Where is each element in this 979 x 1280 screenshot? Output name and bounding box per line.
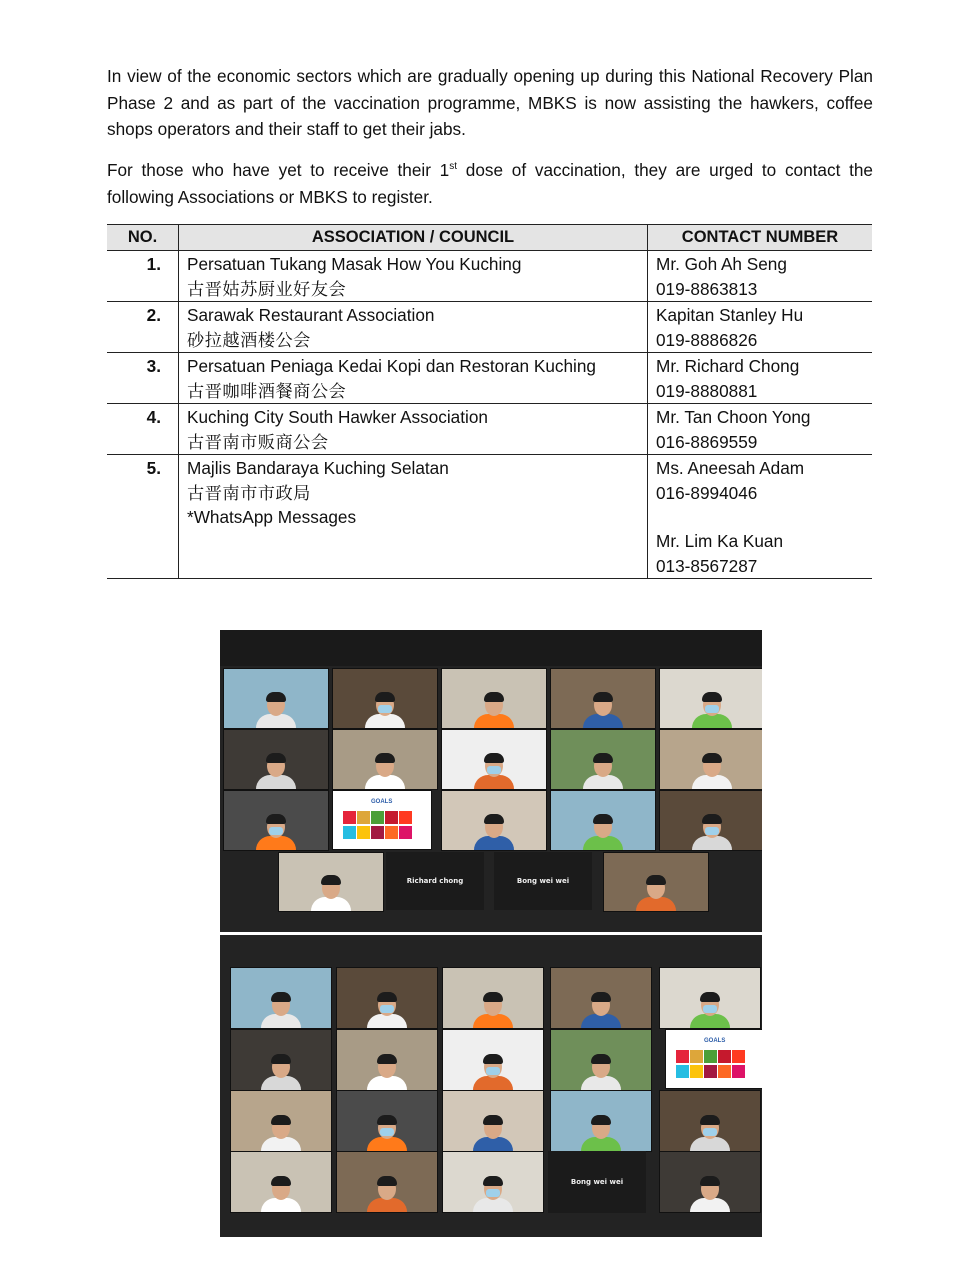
header-association: ASSOCIATION / COUNCIL [179,225,648,251]
association-name-chinese: 古晋姑苏厨业好友会 [187,278,347,299]
participant-video-tile [278,852,384,912]
participant-video-tile [659,1090,761,1152]
goals-label: GOALS [704,1038,726,1044]
participant-video-tile [223,729,329,790]
participant-video-tile [550,1029,652,1091]
participant-silhouette [687,1117,733,1152]
participant-video-tile [332,668,438,729]
participant-silhouette [689,694,735,729]
association-name: Sarawak Restaurant Association [187,305,435,325]
register-text-post: dose of vaccination, they are urged to contact the following Associations or MBKS to register. [107,160,873,207]
row-number: 1. [107,251,179,302]
sdg-goals-tile [332,790,432,850]
participant-silhouette [689,755,735,790]
participant-video-tile [223,668,329,729]
contact-person: Mr. Goh Ah Seng [656,254,787,274]
participant-silhouette [687,1178,733,1213]
participant-video-tile [550,967,652,1029]
participant-video-tile [659,790,762,851]
participant-silhouette [308,877,354,912]
participant-video-tile [441,729,547,790]
contact-spacer [656,505,864,529]
contact-person: Mr. Lim Ka Kuan [656,531,784,551]
participant-video-tile [332,729,438,790]
participant-silhouette [470,1178,516,1213]
participant-silhouette [633,877,679,912]
participant-video-tile [550,729,656,790]
participant-video-tile [659,967,761,1029]
contact-phone: 013-8567287 [656,555,758,576]
participant-video-tile [336,1151,438,1213]
row-number: 5. [107,455,179,579]
row-number: 3. [107,353,179,404]
contact-cell [648,455,873,579]
contact-person: Kapitan Stanley Hu [656,305,804,325]
participant-silhouette [364,994,410,1029]
participant-video-tile [603,852,709,912]
register-paragraph [107,157,873,210]
participant-video-tile [230,967,332,1029]
contact-cell [648,404,873,455]
register-text-pre: For those who have yet to receive their 1 [107,160,450,180]
participant-video-tile [223,790,329,851]
association-name-chinese: 古晋南市市政局 [187,482,311,503]
contact-phone: 019-8880881 [656,380,758,401]
participant-name-tile: Bong wei wei [494,852,592,910]
participant-silhouette [470,1056,516,1091]
participant-silhouette [253,816,299,851]
association-cell [179,353,648,404]
participant-video-tile [442,1029,544,1091]
participant-silhouette [471,694,517,729]
table-header-row [107,225,872,251]
participant-name-tile: Richard chong [386,852,484,910]
association-name: Kuching City South Hawker Association [187,407,488,427]
table-row [107,353,872,404]
contact-phone: 016-8869559 [656,431,758,452]
participant-video-tile [336,967,438,1029]
participant-video-tile [659,1151,761,1213]
participant-video-tile [442,1151,544,1213]
row-number: 2. [107,302,179,353]
participant-silhouette [578,994,624,1029]
participant-video-tile [230,1151,332,1213]
participant-silhouette [689,816,735,851]
participant-silhouette [470,1117,516,1152]
participant-silhouette [258,994,304,1029]
contact-person: Ms. Aneesah Adam [656,458,805,478]
participant-video-tile [550,668,656,729]
whatsapp-note: *WhatsApp Messages [187,507,357,527]
contact-phone: 016-8994046 [656,482,758,503]
participant-silhouette [470,994,516,1029]
participant-video-tile [441,790,547,851]
participant-silhouette [364,1056,410,1091]
video-meeting-screenshot-1 [220,630,762,932]
ordinal-suffix: st [449,161,458,172]
sdg-goals-image [674,1036,758,1084]
row-number: 4. [107,404,179,455]
participant-silhouette [580,816,626,851]
table-row [107,455,872,579]
participant-video-tile [230,1029,332,1091]
association-name-chinese: 古晋南市贩商公会 [187,431,329,452]
association-name-chinese: 古晋咖啡酒餐商公会 [187,380,347,401]
participant-silhouette [258,1178,304,1213]
association-name-chinese: 砂拉越酒楼公会 [187,329,311,350]
participant-video-tile [230,1090,332,1152]
participant-silhouette [362,694,408,729]
table-row [107,302,872,353]
contact-phone: 019-8886826 [656,329,758,350]
contact-person: Mr. Richard Chong [656,356,800,376]
participant-silhouette [364,1178,410,1213]
contact-cell [648,251,873,302]
association-name: Majlis Bandaraya Kuching Selatan [187,458,449,478]
header-no: NO. [107,225,179,251]
contact-person: Mr. Tan Choon Yong [656,407,811,427]
participant-video-tile [442,967,544,1029]
sdg-goals-image [341,797,425,845]
association-cell [179,251,648,302]
header-contact: CONTACT NUMBER [648,225,873,251]
intro-paragraph: In view of the economic sectors which are gradually opening up during this National Recovery Plan Phase 2 and as part of the vaccination programme, MBKS is now assisting the hawkers, coffee shops operators and their staff to get their jabs. [107,66,873,139]
video-meeting-screenshot-2 [220,935,762,1237]
contacts-table [107,224,872,579]
goals-label: GOALS [371,799,393,805]
participant-silhouette [253,694,299,729]
participant-silhouette [471,755,517,790]
meeting-top-bar [220,630,762,666]
participant-video-tile [550,790,656,851]
participant-silhouette [258,1056,304,1091]
participant-silhouette [364,1117,410,1152]
contact-cell [648,353,873,404]
sdg-goals-tile [665,1029,762,1089]
association-cell [179,302,648,353]
participant-silhouette [253,755,299,790]
participant-video-tile [441,668,547,729]
participant-silhouette [362,755,408,790]
table-row [107,251,872,302]
participant-name-tile: Bong wei wei [548,1151,646,1213]
association-cell [179,455,648,579]
participant-silhouette [578,1056,624,1091]
participant-video-tile [659,668,762,729]
participant-silhouette [580,694,626,729]
contact-cell [648,302,873,353]
participant-silhouette [471,816,517,851]
participant-silhouette [578,1117,624,1152]
association-name: Persatuan Peniaga Kedai Kopi dan Restoran Kuching [187,356,596,376]
participant-video-tile [336,1090,438,1152]
participant-silhouette [258,1117,304,1152]
table-row [107,404,872,455]
participant-video-tile [336,1029,438,1091]
participant-video-tile [442,1090,544,1152]
participant-video-tile [659,729,762,790]
association-name: Persatuan Tukang Masak How You Kuching [187,254,522,274]
participant-video-tile [550,1090,652,1152]
contact-phone: 019-8863813 [656,278,758,299]
association-cell [179,404,648,455]
participant-silhouette [687,994,733,1029]
participant-silhouette [580,755,626,790]
